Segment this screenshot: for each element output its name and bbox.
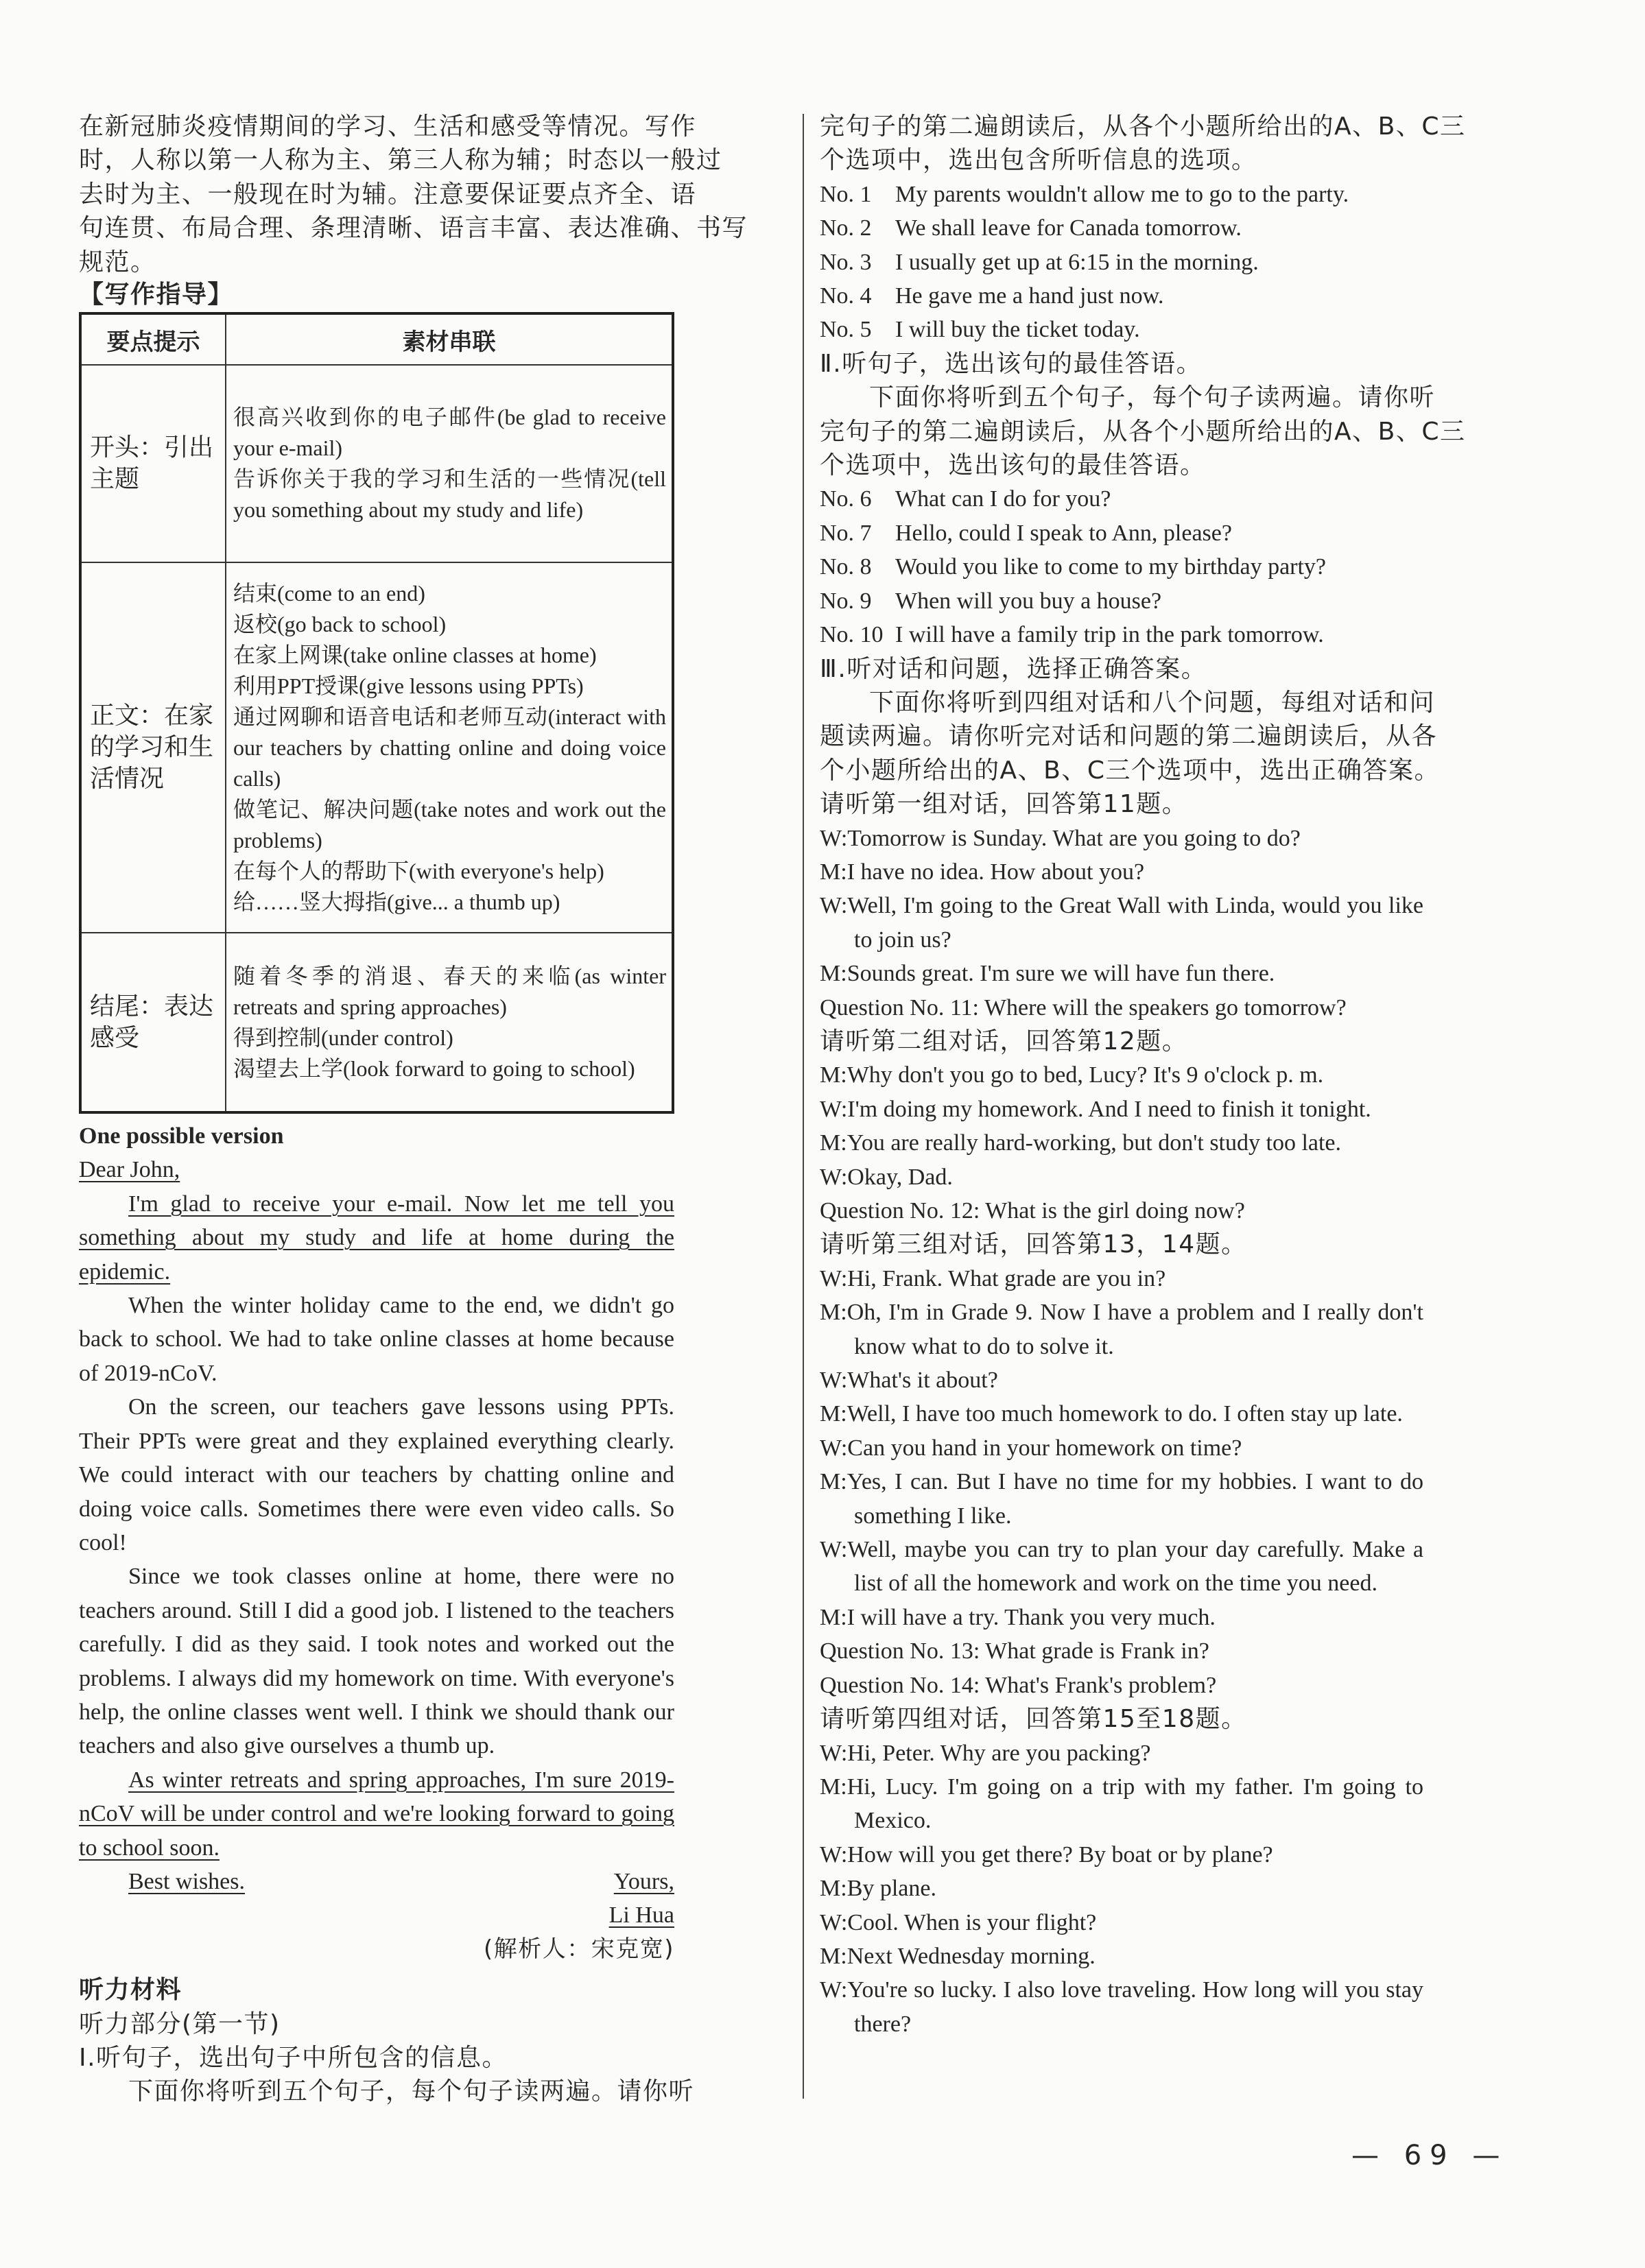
- dialogue-text: Next Wednesday morning.: [847, 1943, 1096, 1969]
- table-row: [80, 562, 673, 933]
- dialogue-text: Why don't you go to bed, Lucy? It's 9 o'clock p. m.: [847, 1062, 1324, 1088]
- question-line: Question No. 13: What grade is Frank in?: [820, 1638, 1209, 1664]
- listening-material: [79, 1973, 695, 2109]
- dialogue-line: M:Sounds great. I'm sure we will have fun there.: [820, 961, 1275, 987]
- essay-paragraph-text: I'm glad to receive your e-mail. Now let me tell you something about my study and life at home during the epidemic.: [79, 1191, 674, 1285]
- dialogue-text: Sounds great. I'm sure we will have fun there.: [847, 961, 1275, 987]
- dialogue-line: M:I have no idea. How about you?: [820, 859, 1145, 885]
- dialogue-line: W:Well, maybe you can try to plan your day carefully. Make a list of all the homework and work on the time you need.: [820, 1537, 1423, 1597]
- item-text: I usually get up at 6:15 in the morning.: [895, 249, 1259, 275]
- dialogue-line: W:I'm doing my homework. And I need to finish it tonight.: [820, 1096, 1371, 1122]
- material-item: 利用PPT授课(give lessons using PPTs): [233, 673, 584, 698]
- item-number: No. 9: [820, 588, 872, 614]
- table-header: 素材串联: [226, 313, 673, 365]
- dialogue-text: Well, I'm going to the Great Wall with Linda, would you like to join us?: [847, 893, 1423, 953]
- table-header-row: [80, 313, 673, 365]
- essay-paragraph: Since we took classes online at home, there were no teachers around. Still I did a good job. I listened to the teachers carefully. I did as they said. I took notes and worked out the problems. I always did my homework on time. With everyone's help, the online classes went well. I think we should thank our teachers and also give ourselves a thumb up.: [79, 1564, 674, 1759]
- speaker-label: M: [820, 1876, 841, 1902]
- item-text: Would you like to come to my birthday party?: [895, 554, 1327, 580]
- dialogue-text: Well, I have too much homework to do. I often stay up late.: [847, 1401, 1403, 1427]
- section1-intro: 下面你将听到五个句子，每个句子读两遍。请你听: [128, 2077, 695, 2106]
- table-header: 要点提示: [80, 313, 226, 365]
- speaker-label: W: [820, 1368, 841, 1394]
- material-item: 随着冬季的消退、春天的来临(as winter retreats and spring approaches): [233, 963, 666, 1019]
- listening-part: 听力部分(第一节): [79, 2009, 281, 2038]
- materials-cell: [226, 933, 673, 1112]
- dialogue-line: M:I will have a try. Thank you very much.: [820, 1604, 1216, 1630]
- dialogue-line: M:Next Wednesday morning.: [820, 1943, 1096, 1969]
- essay-paragraph-text: As winter retreats and spring approaches, I'm sure 2019-nCoV will be under control and we're looking forward to going to school soon.: [79, 1767, 674, 1861]
- item-number: No. 3: [820, 249, 872, 275]
- essay-closing: Best wishes.: [128, 1868, 245, 1894]
- item-text: Hello, could I speak to Ann, please?: [895, 520, 1232, 546]
- dialogue-line: M:Well, I have too much homework to do. I often stay up late.: [820, 1401, 1403, 1427]
- dialogue-text: I'm doing my homework. And I need to finish it tonight.: [847, 1096, 1371, 1122]
- item-number: No. 4: [820, 283, 872, 309]
- dialogue-text: Hi, Frank. What grade are you in?: [847, 1265, 1166, 1291]
- dialogue-prompt: 请听第四组对话，回答第15至18题。: [820, 1705, 1247, 1734]
- dialogue-line: M:Why don't you go to bed, Lucy? It's 9 o'clock p. m.: [820, 1062, 1324, 1088]
- dialogue-text: Yes, I can. But I have no time for my hobbies. I want to do something I like.: [847, 1469, 1423, 1529]
- point-cell: 正文：在家的学习和生活情况: [80, 562, 226, 933]
- material-item: 做笔记、解决问题(take notes and work out the problems): [233, 796, 666, 852]
- intro-line: 规范。: [79, 248, 156, 276]
- dialogue-text: Can you hand in your homework on time?: [847, 1435, 1242, 1461]
- right-column: [820, 110, 1466, 2041]
- dialogue-line: M:Hi, Lucy. I'm going on a trip with my father. I'm going to Mexico.: [820, 1774, 1423, 1834]
- dialogue-line: M:Yes, I can. But I have no time for my hobbies. I want to do something I like.: [820, 1469, 1423, 1529]
- item-number: No. 5: [820, 317, 872, 343]
- speaker-label: W: [820, 1265, 841, 1291]
- item-text: My parents wouldn't allow me to go to the party.: [895, 181, 1349, 207]
- material-item: 在家上网课(take online classes at home): [233, 642, 597, 667]
- section2-items: [820, 482, 1423, 652]
- speaker-label: W: [820, 1537, 841, 1563]
- essay-signature-row: [79, 1898, 674, 1932]
- list-item: [820, 550, 1423, 584]
- dialogue-line: M:By plane.: [820, 1876, 936, 1902]
- dialogue-line: M:You are really hard-working, but don't study too late.: [820, 1130, 1342, 1156]
- materials-cell: [226, 365, 673, 562]
- dialogue-text: You're so lucky. I also love traveling. How long will you stay there?: [847, 1977, 1423, 2037]
- guide-title: 【写作指导】: [79, 280, 234, 309]
- section1-title: Ⅰ.听句子，选出句子中所包含的信息。: [79, 2043, 508, 2072]
- section2-intro-line: 个选项中，选出该句的最佳答语。: [820, 451, 1206, 480]
- dialogue-group-2: [820, 1025, 1423, 1228]
- listening-title: 听力材料: [79, 1976, 182, 2005]
- intro-line: 在新冠肺炎疫情期间的学习、生活和感受等情况。写作: [79, 112, 697, 141]
- dialogue-text: I have no idea. How about you?: [847, 859, 1145, 885]
- dialogue-group-3: [820, 1228, 1423, 1702]
- list-item: [820, 246, 1423, 279]
- list-item: [820, 584, 1423, 618]
- speaker-label: W: [820, 825, 841, 851]
- question-line: Question No. 11: Where will the speakers go tomorrow?: [820, 994, 1347, 1020]
- speaker-label: M: [820, 961, 841, 987]
- material-item: 在每个人的帮助下(with everyone's help): [233, 858, 604, 883]
- dialogue-prompt: 请听第一组对话，回答第11题。: [820, 790, 1188, 819]
- speaker-label: M: [820, 1401, 841, 1427]
- speaker-label: W: [820, 1740, 841, 1766]
- section3-intro-line: 题读两遍。请你听完对话和问题的第二遍朗读后，从各: [820, 722, 1438, 751]
- column-divider: [803, 114, 804, 2099]
- item-number: No. 1: [820, 181, 872, 207]
- list-item: [820, 279, 1423, 313]
- dialogue-line: W:What's it about?: [820, 1368, 998, 1394]
- item-number: No. 8: [820, 554, 872, 580]
- item-text: When will you buy a house?: [895, 588, 1162, 614]
- list-item: [820, 516, 1423, 550]
- essay-sign-off: Yours,: [613, 1868, 674, 1894]
- dialogue-line: W:Okay, Dad.: [820, 1164, 953, 1190]
- item-number: No. 6: [820, 486, 872, 512]
- dialogue-line: W:Can you hand in your homework on time?: [820, 1435, 1242, 1461]
- section3-intro-line: 个小题所给出的A、B、C三个选项中，选出正确答案。: [820, 756, 1440, 785]
- list-item: [820, 178, 1423, 211]
- left-column: [79, 110, 748, 2109]
- essay-paragraph: [79, 1763, 674, 1865]
- dialogue-text: What's it about?: [847, 1368, 998, 1394]
- dialogue-prompt: 请听第二组对话，回答第12题。: [820, 1027, 1188, 1055]
- item-text: I will have a family trip in the park tomorrow.: [895, 622, 1324, 648]
- speaker-label: W: [820, 1909, 841, 1935]
- section2-intro-line: 下面你将听到五个句子，每个句子读两遍。请你听: [869, 383, 1436, 412]
- writing-guide-table: [79, 312, 674, 1114]
- point-cell: 结尾：表达感受: [80, 933, 226, 1112]
- dialogue-line: W:Cool. When is your flight?: [820, 1909, 1097, 1935]
- intro-text: [79, 110, 748, 279]
- dialogue-text: Okay, Dad.: [847, 1164, 953, 1190]
- item-text: What can I do for you?: [895, 486, 1111, 512]
- analyst-credit: (解析人：宋克宽): [483, 1935, 674, 1963]
- dialogue-text: Tomorrow is Sunday. What are you going to do?: [847, 825, 1301, 851]
- dialogue-group-1: [820, 787, 1423, 1025]
- speaker-label: M: [820, 1300, 841, 1326]
- dialogue-line: W:Well, I'm going to the Great Wall with Linda, would you like to join us?: [820, 893, 1423, 953]
- dialogue-text: Hi, Peter. Why are you packing?: [847, 1740, 1151, 1766]
- speaker-label: M: [820, 1774, 841, 1800]
- item-text: I will buy the ticket today.: [895, 317, 1140, 343]
- speaker-label: M: [820, 1943, 841, 1969]
- dialogue-line: W:Hi, Frank. What grade are you in?: [820, 1265, 1166, 1291]
- intro-line: 句连贯、布局合理、条理清晰、语言丰富、表达准确、书写: [79, 214, 748, 243]
- dialogue-line: W:Tomorrow is Sunday. What are you going to do?: [820, 825, 1301, 851]
- speaker-label: M: [820, 1062, 841, 1088]
- speaker-label: W: [820, 1841, 841, 1867]
- section3-title: Ⅲ.听对话和问题，选择正确答案。: [820, 654, 1207, 683]
- intro-line: 时，人称以第一人称为主、第三人称为辅；时态以一般过: [79, 146, 722, 175]
- essay-paragraph: When the winter holiday came to the end, we didn't go back to school. We had to take online classes at home because of 2019-nCoV.: [79, 1293, 674, 1386]
- essay-paragraph: On the screen, our teachers gave lessons using PPTs. Their PPTs were great and they explained everything clearly. We could interact with our teachers by chatting online and doing voice calls. Sometimes there were even video calls. So cool!: [79, 1394, 674, 1555]
- question-line: Question No. 12: What is the girl doing now?: [820, 1198, 1245, 1223]
- dialogue-group-4: [820, 1702, 1423, 2041]
- list-item: [820, 482, 1423, 516]
- dialogue-text: I will have a try. Thank you very much.: [847, 1604, 1216, 1630]
- dialogue-text: You are really hard-working, but don't study too late.: [847, 1130, 1342, 1156]
- dialogue-line: W:You're so lucky. I also love traveling. How long will you stay there?: [820, 1977, 1423, 2037]
- material-item: 很高兴收到你的电子邮件(be glad to receive your e-mail): [233, 405, 666, 461]
- speaker-label: M: [820, 859, 841, 885]
- section2-title: Ⅱ.听句子，选出该句的最佳答语。: [820, 349, 1203, 378]
- material-item: 结束(come to an end): [233, 580, 425, 606]
- speaker-label: W: [820, 1164, 841, 1190]
- material-item: 返校(go back to school): [233, 611, 447, 636]
- section2-intro-line: 完句子的第二遍朗读后，从各个小题所给出的A、B、C三: [820, 417, 1466, 446]
- table-row: [80, 933, 673, 1112]
- speaker-label: W: [820, 1096, 841, 1122]
- section1-intro-line: 完句子的第二遍朗读后，从各个小题所给出的A、B、C三: [820, 112, 1466, 141]
- speaker-label: W: [820, 893, 841, 919]
- speaker-label: M: [820, 1469, 841, 1495]
- speaker-label: M: [820, 1604, 841, 1630]
- dialogue-line: W:Hi, Peter. Why are you packing?: [820, 1740, 1151, 1766]
- dialogue-text: By plane.: [847, 1876, 936, 1902]
- section1-intro-line: 个选项中，选出包含所听信息的选项。: [820, 146, 1257, 175]
- dialogue-line: W:How will you get there? By boat or by plane?: [820, 1841, 1273, 1867]
- material-item: 渴望去上学(look forward to going to school): [233, 1055, 635, 1081]
- essay-heading: One possible version: [79, 1123, 284, 1149]
- dialogue-text: How will you get there? By boat or by plane?: [847, 1841, 1273, 1867]
- dialogue-line: M:Oh, I'm in Grade 9. Now I have a problem and I really don't know what to do to solve it.: [820, 1300, 1423, 1359]
- speaker-label: M: [820, 1130, 841, 1156]
- section1-items: [820, 178, 1423, 347]
- section3-intro-line: 下面你将听到四组对话和八个问题，每组对话和问: [869, 688, 1436, 717]
- essay-paragraph: [79, 1187, 674, 1289]
- item-text: He gave me a hand just now.: [895, 283, 1164, 309]
- dialogue-text: Hi, Lucy. I'm going on a trip with my father. I'm going to Mexico.: [847, 1774, 1423, 1834]
- material-item: 告诉你关于我的学习和生活的一些情况(tell you something about my study and life): [233, 466, 666, 523]
- essay-salutation: Dear John,: [79, 1157, 180, 1183]
- speaker-label: W: [820, 1977, 841, 2003]
- list-item: [820, 313, 1423, 346]
- table-row: [80, 365, 673, 562]
- item-number: No. 10: [820, 622, 884, 648]
- question-line: Question No. 14: What's Frank's problem?: [820, 1672, 1217, 1698]
- item-text: We shall leave for Canada tomorrow.: [895, 215, 1242, 241]
- essay-closing-row: [79, 1865, 674, 1898]
- material-item: 通过网聊和语音电话和老师互动(interact with our teachers by chatting online and doing voice calls): [233, 704, 666, 791]
- dialogue-text: Oh, I'm in Grade 9. Now I have a problem and I really don't know what to do to solve it.: [847, 1300, 1423, 1359]
- item-number: No. 2: [820, 215, 872, 241]
- dialogue-text: Cool. When is your flight?: [847, 1909, 1097, 1935]
- dialogue-prompt: 请听第三组对话，回答第13，14题。: [820, 1230, 1247, 1259]
- page-number: — 69 —: [1351, 2140, 1508, 2171]
- item-number: No. 7: [820, 520, 872, 546]
- material-item: 得到控制(under control): [233, 1025, 453, 1050]
- list-item: [820, 618, 1423, 652]
- intro-line: 去时为主、一般现在时为辅。注意要保证要点齐全、语: [79, 180, 697, 208]
- speaker-label: W: [820, 1435, 841, 1461]
- point-cell: 开头：引出主题: [80, 365, 226, 562]
- list-item: [820, 211, 1423, 245]
- material-item: 给……竖大拇指(give... a thumb up): [233, 889, 560, 914]
- sample-essay: [79, 1119, 674, 1966]
- essay-signature: Li Hua: [608, 1902, 674, 1929]
- dialogue-text: Well, maybe you can try to plan your day carefully. Make a list of all the homework and work on the time you need.: [847, 1537, 1423, 1597]
- materials-cell: [226, 562, 673, 933]
